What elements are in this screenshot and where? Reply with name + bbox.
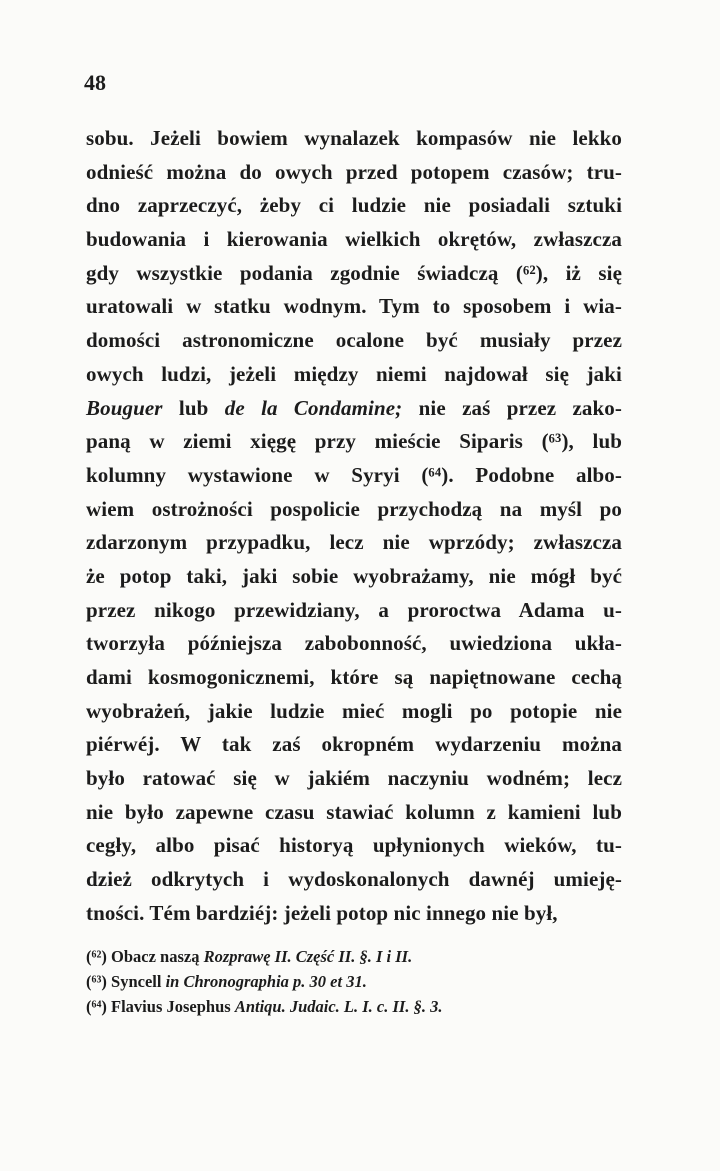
text-line: cegły, albo pisać historyą upłynionych wieków, tu-: [86, 833, 622, 858]
text-line: wiem ostrożności pospolicie przychodzą na myśl po: [86, 496, 622, 521]
text-span: paną w ziemi xięgę przy mieście Siparis: [86, 429, 523, 454]
text-line: piérwéj. W tak zaś okropném wydarzeniu można: [86, 732, 622, 757]
footnote-ref: (⁶²): [515, 260, 543, 285]
footnote-text: Flavius Josephus: [106, 997, 235, 1016]
text-line: dami kosmogonicznemi, które są napiętnowane cechą: [86, 665, 622, 689]
text-span: lub: [162, 395, 225, 420]
footnote-ref: (⁶⁴): [421, 462, 449, 487]
footnote: [86, 944, 606, 969]
footnote-italic: in Chronographia p. 30 et 31.: [165, 972, 367, 991]
footnote-text: Obacz naszą: [106, 947, 204, 966]
text-line: odnieść można do owych przed potopem czasów; tru-: [86, 159, 622, 184]
text-line: domości astronomiczne ocalone być musiały przez: [86, 328, 622, 353]
text-line: sobu. Jeżeli bowiem wynalazek kompasów nie lekko: [86, 126, 622, 150]
footnote-italic: Antiqu. Judaic. L. I. c. II. §. 3.: [234, 997, 443, 1016]
footnote: [86, 994, 606, 1019]
footnote-italic: Rozprawę II. Część II. §. I i II.: [203, 947, 413, 966]
page-number: 48: [84, 70, 106, 95]
footnotes: [86, 944, 606, 1019]
text-line: [86, 459, 622, 493]
footnote-text: Syncell: [106, 972, 166, 991]
text-line: przez nikogo przewidziany, a proroctwa Adama u-: [86, 597, 622, 622]
text-span: , iż się: [542, 260, 622, 285]
text-line: dno zaprzeczyć, żeby ci ludzie nie posiadali sztuki: [86, 193, 622, 218]
italic-name: de la Condamine;: [224, 395, 403, 420]
text-line: owych ludzi, jeżeli między niemi najdował się jaki: [86, 361, 622, 386]
text-span: , lub: [568, 429, 623, 454]
text-line: nie było zapewne czasu stawiać kolumn z kamieni lub: [86, 799, 622, 824]
body-text: [86, 122, 622, 931]
text-line: budowania i kierowania wielkich okrętów, zwłaszcza: [86, 227, 622, 252]
text-line: zdarzonym przypadku, lecz nie wprzódy; zwłaszcza: [86, 530, 622, 555]
footnote-mark: (⁶³): [86, 972, 107, 991]
text-line: że potop taki, jaki sobie wyobrażamy, nie mógł być: [86, 563, 622, 588]
text-line: uratowali w statku wodnym. Tym to sposobem i wia-: [86, 294, 622, 319]
text-line: było ratować się w jakiém naczyniu wodném; lecz: [86, 766, 622, 791]
footnote-ref: (⁶³): [541, 429, 569, 454]
text-line: dzież odkrytych i wydoskonalonych dawnéj umieję-: [86, 867, 622, 892]
text-line: tworzyła późniejsza zabobonność, uwiedziona ukła-: [86, 631, 622, 656]
italic-name: Bouguer: [86, 395, 163, 420]
text-span: nie zaś przez zako-: [402, 395, 622, 420]
text-line: [86, 392, 622, 426]
text-span: . Podobne albo-: [448, 462, 622, 487]
text-line: [86, 425, 622, 459]
footnote-mark: (⁶⁴): [86, 997, 107, 1016]
text-line: wyobrażeń, jakie ludzie mieć mogli po potopie nie: [86, 698, 622, 723]
text-line: tności. Tém bardziéj: jeżeli potop nic innego nie był,: [86, 900, 558, 925]
text-line: [86, 257, 622, 291]
footnote-mark: (⁶²): [86, 947, 107, 966]
text-span: gdy wszystkie podania zgodnie świadczą: [86, 260, 499, 285]
footnote: [86, 969, 606, 994]
text-span: kolumny wystawione w Syryi: [86, 462, 400, 487]
